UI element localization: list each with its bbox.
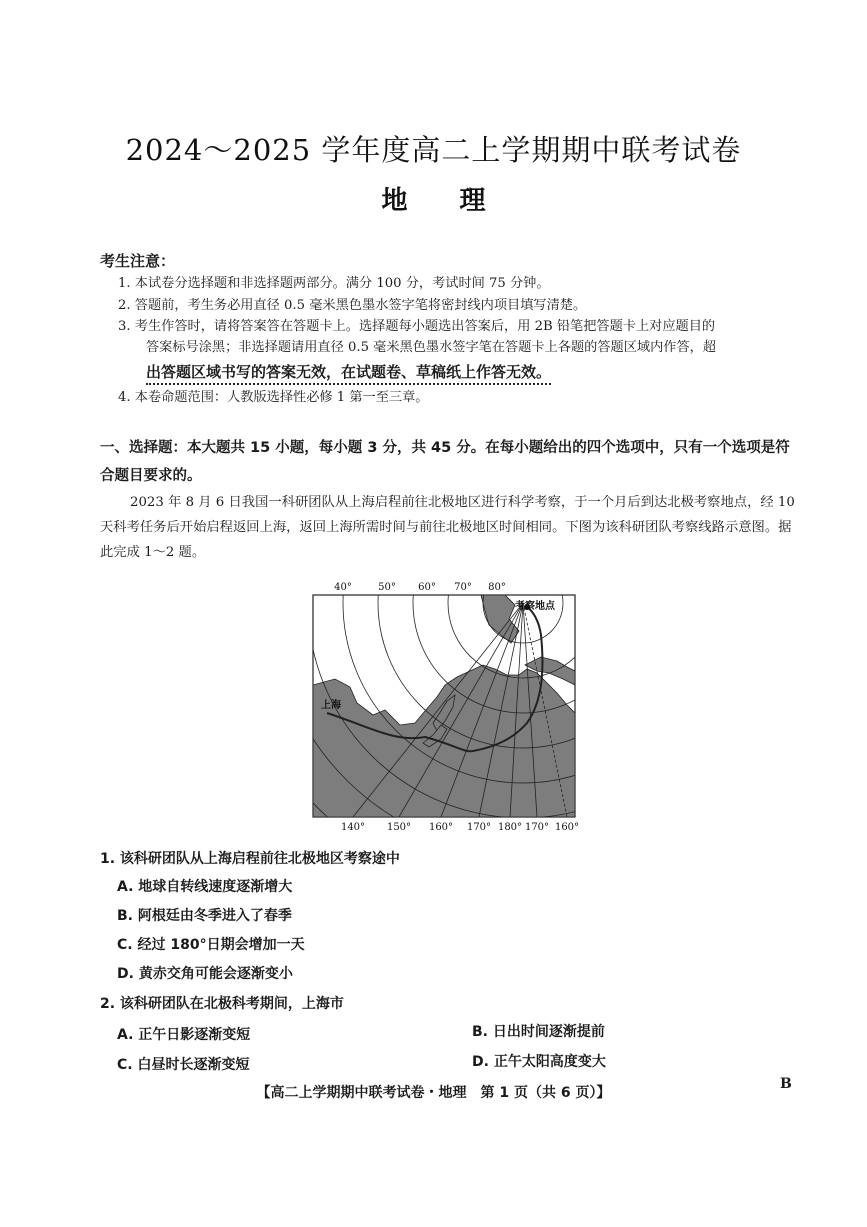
longitude-label: 170° bbox=[524, 822, 550, 833]
route-map-svg bbox=[305, 575, 595, 835]
latitude-label: 50° bbox=[378, 582, 396, 593]
notice-item-1: 1. 本试卷分选择题和非选择题两部分。满分 100 分，考试时间 75 分钟。 bbox=[118, 276, 550, 291]
longitude-label: 140° bbox=[340, 822, 366, 833]
question-2-option-c[interactable]: C. 白昼时长逐渐变短 bbox=[117, 1057, 250, 1073]
question-1-option-b[interactable]: B. 阿根廷由冬季进入了春季 bbox=[117, 908, 292, 924]
latitude-label: 40° bbox=[334, 582, 352, 593]
longitude-label: 160° bbox=[428, 822, 454, 833]
question-1-option-d[interactable]: D. 黄赤交角可能会逐渐变小 bbox=[117, 966, 293, 982]
exam-title: 2024～2025 学年度高二上学期期中联考试卷 bbox=[125, 133, 742, 167]
notice-item-3: 3. 考生作答时，请将答案答在答题卡上。选择题每小题选出答案后，用 2B 铅笔把答题卡上对应题目的 bbox=[118, 319, 716, 334]
longitude-label: 160° bbox=[554, 822, 580, 833]
route-map bbox=[305, 575, 595, 835]
question-2-option-b[interactable]: B. 日出时间逐渐提前 bbox=[472, 1024, 605, 1040]
notice-item-2: 2. 答题前，考生务必用直径 0.5 毫米黑色墨水签字笔将密封线内项目填写清楚。 bbox=[118, 298, 587, 313]
notice-item-4: 4. 本卷命题范围：人教版选择性必修 1 第一至三章。 bbox=[118, 390, 429, 405]
question-intro: 2023 年 8 月 6 日我国一科研团队从上海启程前往北极地区进行科学考察，于一个月后到达北极考察地点，经 10 天科考任务后开始启程返回上海，返回上海所需时间与前往北极地区时间相同。下图为该科研团队考察线路示意图。据此完成 1～2 题。 bbox=[100, 495, 795, 560]
question-2-stem: 2. 该科研团队在北极科考期间，上海市 bbox=[100, 996, 344, 1012]
subject-title: 地 理 bbox=[381, 186, 486, 216]
question-1-option-c[interactable]: C. 经过 180°日期会增加一天 bbox=[117, 937, 305, 953]
longitude-label: 180° bbox=[497, 822, 523, 833]
question-2-option-d[interactable]: D. 正午太阳高度变大 bbox=[472, 1054, 606, 1070]
notice-emphasis-text: 出答题区域书写的答案无效，在试题卷、草稿纸上作答无效。 bbox=[146, 363, 551, 385]
question-1-stem: 1. 该科研团队从上海启程前往北极地区考察途中 bbox=[100, 851, 400, 867]
latitude-label: 60° bbox=[418, 582, 436, 593]
notice-item-3-cont: 答案标号涂黑；非选择题请用直径 0.5 毫米黑色墨水签字笔在答题卡上各题的答题区域内作答，超 bbox=[146, 340, 717, 355]
notice-heading: 考生注意： bbox=[100, 252, 176, 270]
top-latitude-labels bbox=[334, 582, 506, 593]
notice-emphasis bbox=[146, 361, 551, 382]
longitude-label: 170° bbox=[466, 822, 492, 833]
bottom-longitude-labels bbox=[341, 822, 579, 833]
latitude-label: 70° bbox=[454, 582, 472, 593]
label-site: 考察地点 bbox=[515, 601, 555, 612]
latitude-label: 80° bbox=[488, 582, 506, 593]
question-2-option-a[interactable]: A. 正午日影逐渐变短 bbox=[117, 1027, 251, 1043]
longitude-label: 150° bbox=[386, 822, 412, 833]
page-footer: 【高二上学期期中联考试卷・地理 第 1 页（共 6 页）】 bbox=[256, 1085, 611, 1101]
question-1-option-a[interactable]: A. 地球自转线速度逐渐增大 bbox=[117, 879, 293, 895]
label-shanghai: 上海 bbox=[321, 700, 341, 711]
section-heading: 一、选择题：本大题共 15 小题，每小题 3 分，共 45 分。在每小题给出的四个选项中，只有一个选项是符合题目要求的。 bbox=[100, 440, 790, 484]
version-mark: B bbox=[780, 1076, 792, 1092]
